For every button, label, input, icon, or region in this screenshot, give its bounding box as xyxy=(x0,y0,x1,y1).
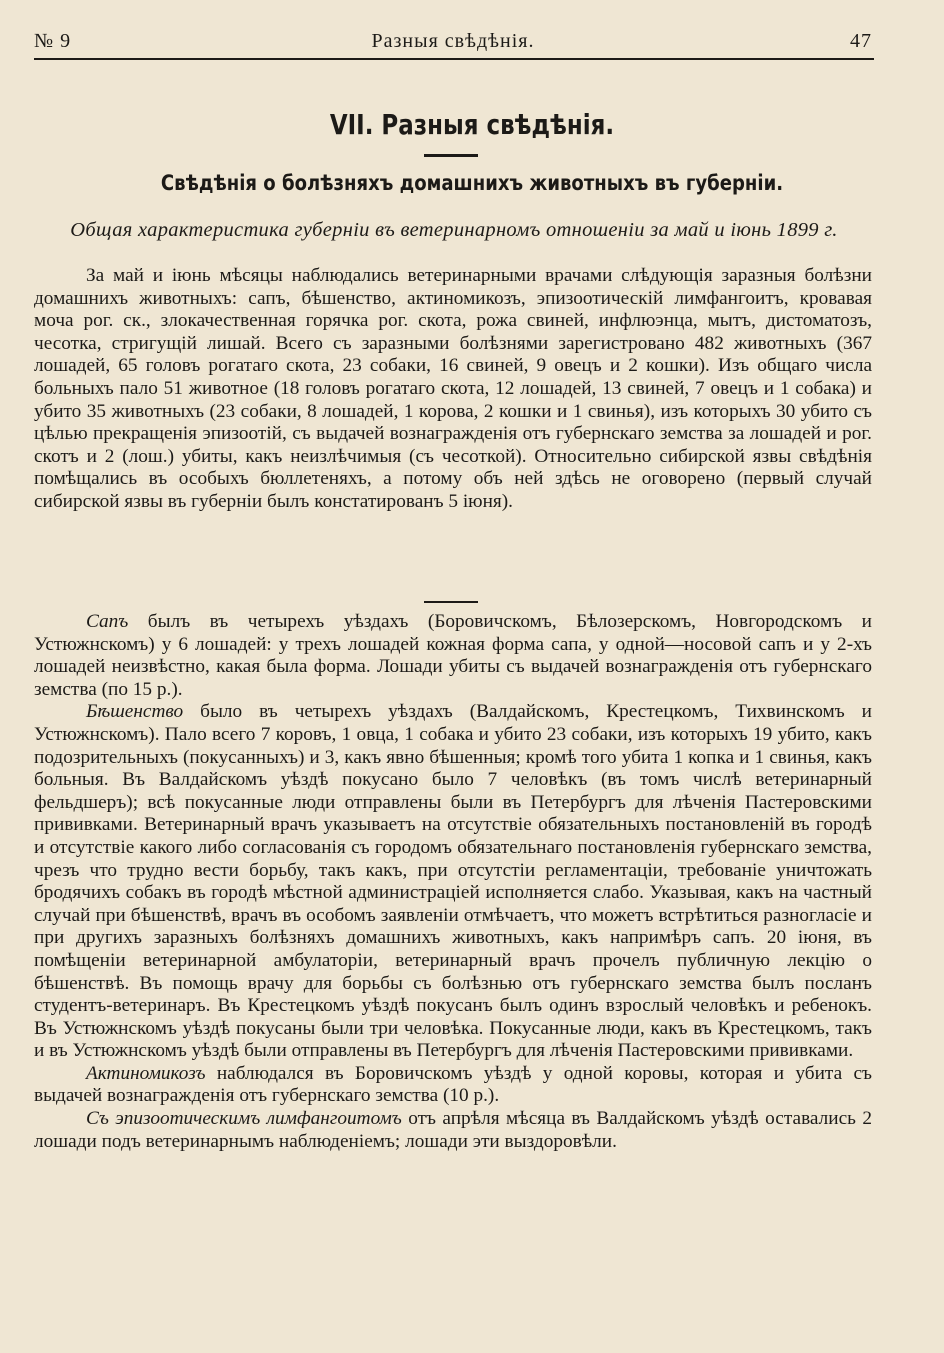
lymphangitis-term: Съ эпизоотическимъ лимфангоитомъ xyxy=(86,1108,402,1130)
issue-number: № 9 xyxy=(34,30,72,52)
section-title: VII. Разныя свѣдѣнія. xyxy=(329,108,615,141)
rabies-text: было въ четырехъ уѣздахъ (Валдайскомъ, Крестецкомъ, Тихвинскомъ и Устюжнскомъ). Пало всего 7 коровъ, 1 овца, 1 собака и убито 23 собаки, изъ которыхъ 19 убито, какъ подозрительныхъ (покусанныхъ) и 3, какъ явно бѣшенныя; кромѣ того убита 1 копка и 1 свинья, какъ больныя. Въ Валдайскомъ уѣздѣ покусано было 7 человѣкъ (въ томъ числѣ ветеринарный фельдшеръ); всѣ покусанные люди отправлены были въ Петербургъ для лѣченія Пастеровскими прививками. Ветеринарный врачъ указываетъ на отсутствіе обязательныхъ постановленій въ городѣ и отсутствіе какого либо согласованія съ городомъ обязательнаго постановленія губернскаго земства, чрезъ что трудно вести борьбу, такъ какъ, при отсутстіи регламентаціи, требованіе уничтожать бродячихъ собакъ въ городѣ мѣстной администраціей исполняется слабо. Указывая, какъ на частный случай при бѣшенствѣ, врачъ въ особомъ заявленіи отмѣчаетъ, что можетъ встрѣтиться разногласіе и при другихъ заразныхъ болѣзняхъ домашнихъ животныхъ, какъ напримѣръ сапъ. 20 іюня, въ помѣщеніи ветеринарной амбулаторіи, ветеринарный врачъ прочелъ публичную лекцію о бѣшенствѣ. Въ помощь врачу для борьбы съ болѣзнью отъ губернскаго земства былъ посланъ студентъ-ветеринаръ. Въ Крестецкомъ уѣздѣ покусанъ былъ одинъ взрослый человѣкъ и ребенокъ. Въ Устюжнскомъ уѣздѣ покусаны были три человѣка. Покусанные люди, какъ въ Крестецкомъ, такъ и въ Устюжнскомъ уѣздѣ были отправлены въ Петербургъ для лѣченія Пастеровскими прививками. xyxy=(34,701,872,1062)
paragraph-divider xyxy=(424,601,478,603)
running-head xyxy=(34,30,872,56)
article-subtitle: Свѣдѣнія о болѣзняхъ домашнихъ животныхъ въ губерніи. xyxy=(160,171,784,195)
sap-term: Сапъ xyxy=(86,611,129,632)
italic-heading: Общая характеристика губерніи въ ветеринарномъ отношеніи за май и іюнь 1899 г. xyxy=(70,219,838,241)
rabies-term: Бѣшенство xyxy=(86,701,184,723)
lymphangitis-text: отъ апрѣля мѣсяца въ Валдайскомъ уѣздѣ оставались 2 лошади подъ ветеринарнымъ наблюденіемъ; лошади эти выздоровѣли. xyxy=(34,1108,872,1152)
sap-paragraph xyxy=(34,611,872,701)
lymphangitis-paragraph xyxy=(34,1108,872,1153)
rabies-paragraph xyxy=(34,701,872,1063)
actinomycosis-text: наблюдался въ Боровичскомъ уѣздѣ у одной коровы, которая и убита съ выдачей вознагражденія отъ губернскаго земства (10 р.). xyxy=(34,1062,872,1107)
page-number: 47 xyxy=(850,30,872,52)
intro-paragraph: За май и іюнь мѣсяцы наблюдались ветеринарными врачами слѣдующія заразныя болѣзни домашнихъ животныхъ: сапъ, бѣшенство, актиномикозъ, эпизоотическій лимфангоитъ, кровавая моча рог. ск., злокачественная горячка рог. скота, рожа свиней, инфлюэнца, мытъ, дистоматозъ, чесотка, стригущій лишай. Всего съ заразными болѣзнями зарегистровано 482 животныхъ (367 лошадей, 65 головъ рогатаго скота, 23 собаки, 16 свиней, 9 овецъ и 2 кошки). Изъ общаго числа больныхъ пало 51 животное (18 головъ рогатаго скота, 12 лошадей, 13 свиней, 7 овецъ и 1 собака) и убито 35 животныхъ (23 собаки, 8 лошадей, 1 корова, 2 кошки и 1 свинья), изъ которыхъ 30 убито съ цѣлью прекращенія эпизоотій, съ выдачей вознагражденія отъ губернскаго земства за лошадей и рог. скотъ и 2 (лош.) убиты, какъ неизлѣчимыя (съ чесоткой). Относительно сибирской язвы свѣдѣнія помѣщались въ особыхъ бюллетеняхъ, а потому объ ней здѣсь не оговорено (первый случай сибирской язвы въ губерніи былъ констатированъ 5 іюня). xyxy=(34,265,872,512)
intro-block xyxy=(34,265,872,514)
actinomycosis-term: Актиномикозъ xyxy=(86,1062,206,1084)
sap-text: былъ въ четырехъ уѣздахъ (Боровичскомъ, Бѣлозерскомъ, Новгородскомъ и Устюжнскомъ) у 6 лошадей: у трехъ лошадей кожная форма сапа, у одной—носовой сапъ и у 2-хъ лошадей неизвѣстно, какая была форма. Лошади убиты съ выдачей вознагражденія отъ губернскаго земства (по 15 р.). xyxy=(34,611,872,700)
actinomycosis-paragraph xyxy=(34,1063,872,1108)
running-title: Разныя свѣдѣнія. xyxy=(371,30,535,52)
header-rule xyxy=(34,58,874,60)
title-divider xyxy=(424,154,478,157)
diseases-block xyxy=(34,611,872,1153)
